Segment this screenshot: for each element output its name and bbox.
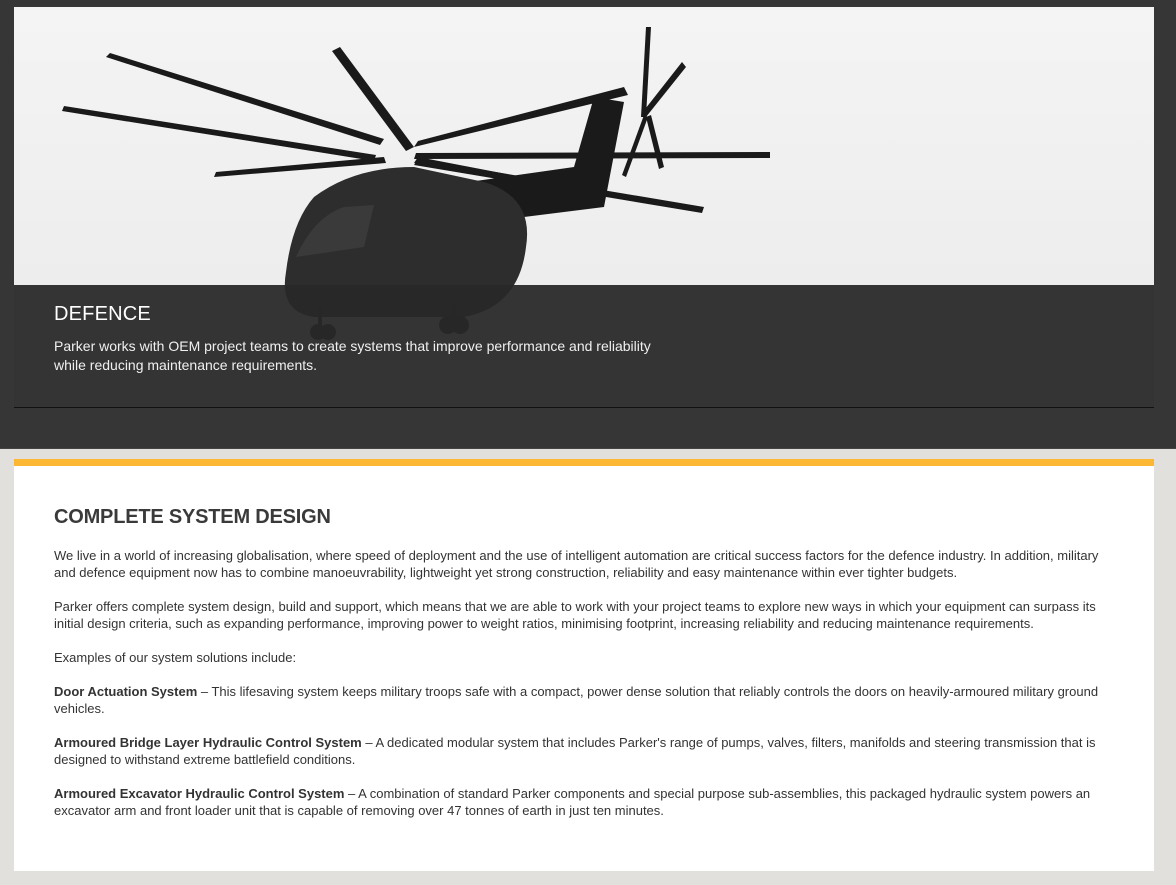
hero-banner — [14, 7, 1154, 408]
hero-title: DEFENCE — [54, 303, 151, 325]
solution-name: Armoured Excavator Hydraulic Control System — [54, 786, 345, 801]
intro-paragraph: We live in a world of increasing globalisation, where speed of deployment and the use of intelligent automation are critical success factors for the defence industry. In addition, military and defence equipment now has to combine manoeuvrability, lightweight yet strong construction, reliability and easy maintenance within ever tighter budgets. — [54, 548, 1099, 580]
hero-caption-overlay — [14, 285, 1154, 407]
solution-item — [54, 785, 1114, 819]
offer-paragraph: Parker offers complete system design, build and support, which means that we are able to work with your project teams to explore new ways in which your equipment can surpass its initial design criteria, such as expanding performance, improving power to weight ratios, minimising footprint, increasing reliability and reducing maintenance requirements. — [54, 599, 1096, 631]
content-panel — [14, 459, 1154, 871]
solution-description: – This lifesaving system keeps military troops safe with a compact, power dense solution that reliably controls the doors on heavily-armoured military ground vehicles. — [54, 684, 1099, 716]
hero-description: Parker works with OEM project teams to create systems that improve performance and reliability while reducing maintenance requirements. — [54, 338, 651, 373]
solution-description: – A dedicated modular system that includes Parker's range of pumps, valves, filters, manifolds and steering transmission that is designed to withstand extreme battlefield conditions. — [54, 735, 1096, 767]
examples-intro: Examples of our system solutions include: — [54, 650, 297, 665]
solution-item — [54, 734, 1114, 768]
solution-name: Armoured Bridge Layer Hydraulic Control System — [54, 735, 362, 750]
solution-item — [54, 683, 1114, 717]
solution-description: – A combination of standard Parker components and special purpose sub-assemblies, this packaged hydraulic system powers an excavator arm and front loader unit that is capable of removing over 47 tonnes of earth in just ten minutes. — [54, 786, 1091, 818]
section-title: COMPLETE SYSTEM DESIGN — [54, 506, 331, 528]
solution-name: Door Actuation System — [54, 684, 198, 699]
